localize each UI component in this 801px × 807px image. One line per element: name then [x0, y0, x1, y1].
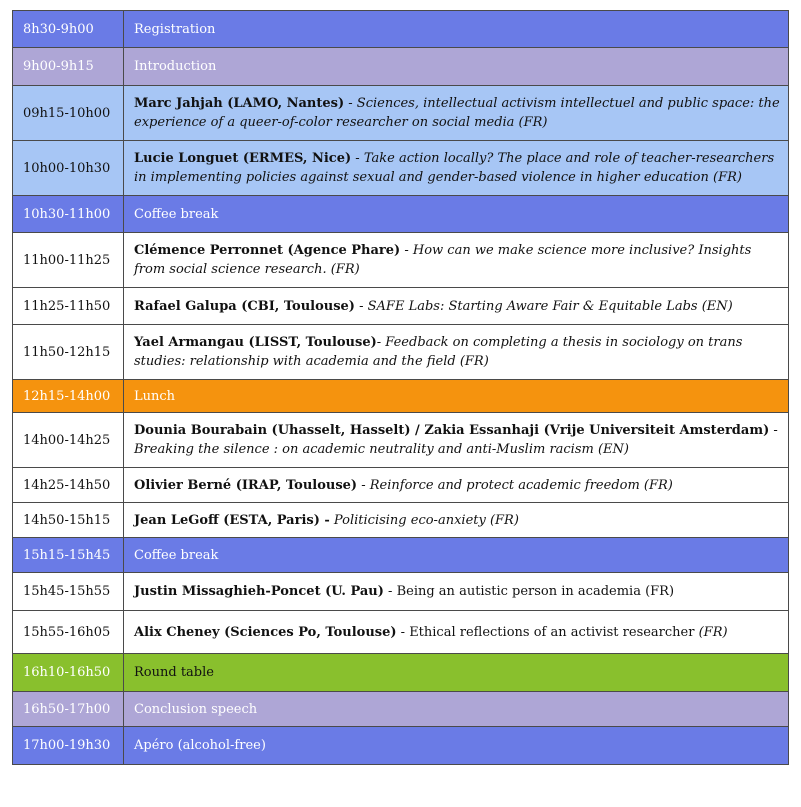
talk-cell: [124, 86, 789, 141]
time-slot: 11h00-11h25: [13, 233, 124, 288]
talk-title: Being an autistic person in academia (FR): [396, 584, 675, 599]
session-label: Lunch: [124, 380, 789, 413]
speaker-name: Rafael Galupa (CBI, Toulouse): [134, 298, 355, 314]
separator: -: [383, 584, 397, 599]
talk-cell: [124, 413, 789, 468]
speaker-name: Lucie Longuet (ERMES, Nice): [134, 151, 352, 166]
talk-cell: [124, 288, 789, 325]
schedule-row: [13, 380, 789, 413]
time-slot: 15h55-16h05: [13, 611, 124, 654]
time-slot: 12h15-14h00: [13, 380, 124, 413]
talk-title: Take action locally? The place and role of teacher-researchers in implementing policies against sexual and gender-based violence in higher education (FR): [134, 151, 775, 185]
time-slot: 16h50-17h00: [13, 692, 124, 727]
time-slot: 9h00-9h15: [13, 48, 124, 86]
talk-title: Reinforce and protect academic freedom (FR): [369, 477, 673, 493]
time-slot: 17h00-19h30: [13, 727, 124, 765]
talk-cell: [124, 325, 789, 380]
schedule-row: [13, 468, 789, 503]
time-slot: 15h15-15h45: [13, 538, 124, 573]
schedule-row: [13, 48, 789, 86]
speaker-name: Justin Missaghieh-Poncet (U. Pau): [134, 584, 384, 599]
separator: -: [354, 298, 368, 314]
schedule-row: [13, 86, 789, 141]
talk-title: Sciences, intellectual activism intellectuel and public space: the experience of a queer-of-color researcher on social media (FR): [134, 96, 780, 130]
talk-title: SAFE Labs: Starting Aware Fair & Equitable Labs (EN): [367, 298, 733, 314]
schedule-row: [13, 692, 789, 727]
schedule-row: [13, 538, 789, 573]
time-slot: 10h00-10h30: [13, 141, 124, 196]
schedule-row: [13, 196, 789, 233]
session-label: Registration: [124, 11, 789, 48]
language-tag: (FR): [698, 624, 728, 640]
time-slot: 09h15-10h00: [13, 86, 124, 141]
separator: -: [351, 151, 364, 166]
talk-title: Politicising eco-anxiety (FR): [333, 512, 519, 528]
speaker-name: Alix Cheney (Sciences Po, Toulouse): [134, 624, 397, 640]
talk-title: How can we make science more inclusive? Insights from social science research. (FR): [134, 243, 752, 277]
session-label: Conclusion speech: [124, 692, 789, 727]
time-slot: 16h10-16h50: [13, 654, 124, 692]
talk-cell: [124, 573, 789, 611]
separator: -: [357, 477, 370, 493]
speaker-name: Dounia Bourabain (Uhasselt, Hasselt) / Zakia Essanhaji (Vrije Universiteit Amsterdam): [134, 423, 770, 438]
schedule-row: [13, 727, 789, 765]
talk-cell: [124, 233, 789, 288]
session-label: Round table: [124, 654, 789, 692]
schedule-row: [13, 288, 789, 325]
session-label: Coffee break: [124, 538, 789, 573]
schedule-row: [13, 233, 789, 288]
time-slot: 8h30-9h00: [13, 11, 124, 48]
separator: -: [769, 423, 778, 438]
schedule-row: [13, 611, 789, 654]
time-slot: 14h25-14h50: [13, 468, 124, 503]
separator: -: [376, 335, 386, 350]
schedule-row: [13, 141, 789, 196]
separator: -: [344, 96, 357, 111]
time-slot: 10h30-11h00: [13, 196, 124, 233]
time-slot: 15h45-15h55: [13, 573, 124, 611]
schedule-table: [12, 10, 789, 765]
speaker-name: Marc Jahjah (LAMO, Nantes): [134, 96, 345, 111]
talk-cell: [124, 468, 789, 503]
talk-cell: [124, 141, 789, 196]
talk-title: Ethical reflections of an activist researcher: [409, 624, 695, 640]
schedule-row: [13, 11, 789, 48]
speaker-name: Jean LeGoff (ESTA, Paris) -: [134, 512, 330, 528]
session-label: Coffee break: [124, 196, 789, 233]
talk-title: Feedback on completing a thesis in sociology on trans studies: relationship with academia and the field (FR): [134, 335, 743, 369]
speaker-name: Yael Armangau (LISST, Toulouse): [134, 335, 377, 350]
talk-cell: [124, 503, 789, 538]
talk-title: Breaking the silence : on academic neutrality and anti-Muslim racism (EN): [134, 442, 629, 457]
talk-cell: [124, 611, 789, 654]
time-slot: 14h00-14h25: [13, 413, 124, 468]
schedule-row: [13, 503, 789, 538]
schedule-row: [13, 325, 789, 380]
schedule-row: [13, 654, 789, 692]
time-slot: 14h50-15h15: [13, 503, 124, 538]
speaker-name: Clémence Perronnet (Agence Phare): [134, 243, 401, 258]
speaker-name: Olivier Berné (IRAP, Toulouse): [134, 477, 358, 493]
time-slot: 11h50-12h15: [13, 325, 124, 380]
schedule-row: [13, 413, 789, 468]
session-label: Apéro (alcohol-free): [124, 727, 789, 765]
schedule-row: [13, 573, 789, 611]
separator: -: [396, 624, 410, 640]
time-slot: 11h25-11h50: [13, 288, 124, 325]
session-label: Introduction: [124, 48, 789, 86]
separator: -: [400, 243, 413, 258]
